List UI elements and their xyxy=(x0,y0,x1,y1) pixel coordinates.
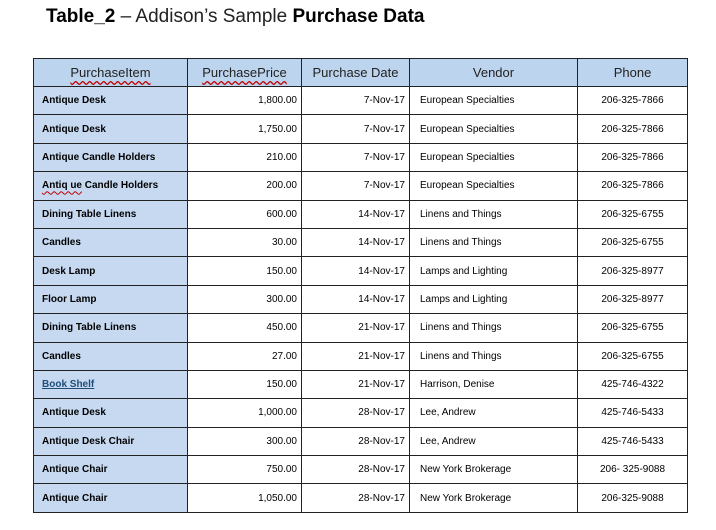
cell-vendor[interactable]: Lamps and Lighting xyxy=(410,285,578,313)
cell-price[interactable]: 750.00 xyxy=(188,456,302,484)
cell-vendor[interactable]: Linens and Things xyxy=(410,314,578,342)
cell-phone[interactable]: 206-325-6755 xyxy=(578,200,688,228)
cell-item[interactable]: Antique Chair xyxy=(34,456,188,484)
header-purchase-price[interactable]: PurchasePrice xyxy=(188,59,302,87)
cell-price[interactable]: 1,800.00 xyxy=(188,87,302,115)
cell-item[interactable]: Antique Candle Holders xyxy=(34,143,188,171)
cell-item[interactable]: Antique Desk xyxy=(34,399,188,427)
table-header-row xyxy=(34,59,688,87)
table-row xyxy=(34,399,688,427)
cell-phone[interactable]: 206-325-7866 xyxy=(578,115,688,143)
cell-date[interactable]: 7-Nov-17 xyxy=(302,115,410,143)
cell-price[interactable]: 600.00 xyxy=(188,200,302,228)
cell-item[interactable]: Floor Lamp xyxy=(34,285,188,313)
cell-vendor[interactable]: Lee, Andrew xyxy=(410,399,578,427)
cell-phone[interactable]: 206-325-6755 xyxy=(578,342,688,370)
table-row xyxy=(34,370,688,398)
cell-date[interactable]: 14-Nov-17 xyxy=(302,228,410,256)
title-middle-text: – Addison’s Sample xyxy=(115,6,293,27)
cell-date[interactable]: 21-Nov-17 xyxy=(302,370,410,398)
cell-phone[interactable]: 425-746-5433 xyxy=(578,427,688,455)
cell-vendor[interactable]: New York Brokerage xyxy=(410,484,578,512)
cell-phone[interactable]: 206-325-7866 xyxy=(578,143,688,171)
cell-item[interactable]: Dining Table Linens xyxy=(34,314,188,342)
cell-date[interactable]: 28-Nov-17 xyxy=(302,456,410,484)
table-row xyxy=(34,456,688,484)
title-table-number: Table_2 xyxy=(46,6,116,27)
header-purchase-date[interactable]: Purchase Date xyxy=(302,59,410,87)
cell-phone[interactable]: 206-325-7866 xyxy=(578,87,688,115)
cell-phone[interactable]: 206-325-6755 xyxy=(578,228,688,256)
table-row xyxy=(34,484,688,512)
cell-phone[interactable]: 206-325-6755 xyxy=(578,314,688,342)
cell-date[interactable]: 28-Nov-17 xyxy=(302,427,410,455)
cell-vendor[interactable]: Lee, Andrew xyxy=(410,427,578,455)
cell-vendor[interactable]: European Specialties xyxy=(410,172,578,200)
cell-phone[interactable]: 206-325-8977 xyxy=(578,285,688,313)
table-row xyxy=(34,228,688,256)
cell-price[interactable]: 450.00 xyxy=(188,314,302,342)
cell-price[interactable]: 150.00 xyxy=(188,257,302,285)
cell-vendor[interactable]: Lamps and Lighting xyxy=(410,257,578,285)
title-emphasis: Purchase Data xyxy=(292,6,425,27)
cell-phone[interactable]: 206-325-9088 xyxy=(578,484,688,512)
cell-item[interactable]: Candles xyxy=(34,342,188,370)
cell-vendor[interactable]: New York Brokerage xyxy=(410,456,578,484)
cell-vendor[interactable]: Linens and Things xyxy=(410,342,578,370)
cell-price[interactable]: 27.00 xyxy=(188,342,302,370)
cell-item[interactable]: Antique Desk Chair xyxy=(34,427,188,455)
cell-phone[interactable]: 206-325-8977 xyxy=(578,257,688,285)
cell-date[interactable]: 14-Nov-17 xyxy=(302,285,410,313)
table-row xyxy=(34,342,688,370)
cell-date[interactable]: 21-Nov-17 xyxy=(302,342,410,370)
cell-item[interactable]: Antique Desk xyxy=(34,87,188,115)
cell-phone[interactable]: 425-746-4322 xyxy=(578,370,688,398)
cell-price[interactable]: 300.00 xyxy=(188,427,302,455)
book-shelf-link[interactable]: Book Shelf xyxy=(42,379,95,391)
cell-vendor[interactable]: European Specialties xyxy=(410,115,578,143)
table-row xyxy=(34,257,688,285)
cell-price[interactable]: 300.00 xyxy=(188,285,302,313)
table-row xyxy=(34,87,688,115)
table-row xyxy=(34,427,688,455)
header-purchase-item[interactable]: PurchaseItem xyxy=(34,59,188,87)
cell-item[interactable]: Antique Chair xyxy=(34,484,188,512)
cell-price[interactable]: 150.00 xyxy=(188,370,302,398)
cell-vendor[interactable]: European Specialties xyxy=(410,143,578,171)
purchase-data-table xyxy=(33,58,688,513)
cell-price[interactable]: 210.00 xyxy=(188,143,302,171)
cell-date[interactable]: 14-Nov-17 xyxy=(302,257,410,285)
cell-vendor[interactable]: Linens and Things xyxy=(410,200,578,228)
cell-date[interactable]: 7-Nov-17 xyxy=(302,87,410,115)
header-vendor[interactable]: Vendor xyxy=(410,59,578,87)
table-row xyxy=(34,285,688,313)
cell-price[interactable]: 1,050.00 xyxy=(188,484,302,512)
table-row xyxy=(34,200,688,228)
table-title xyxy=(46,6,424,28)
cell-item[interactable]: Desk Lamp xyxy=(34,257,188,285)
cell-vendor[interactable]: Harrison, Denise xyxy=(410,370,578,398)
cell-date[interactable]: 14-Nov-17 xyxy=(302,200,410,228)
misspelled-word: Antiq ue xyxy=(42,180,82,192)
cell-date[interactable]: 7-Nov-17 xyxy=(302,143,410,171)
cell-item[interactable]: Candles xyxy=(34,228,188,256)
cell-item[interactable]: Antique Desk xyxy=(34,115,188,143)
cell-item[interactable] xyxy=(34,370,188,398)
table-row xyxy=(34,143,688,171)
cell-phone[interactable]: 206- 325-9088 xyxy=(578,456,688,484)
cell-phone[interactable]: 206-325-7866 xyxy=(578,172,688,200)
cell-price[interactable]: 1,750.00 xyxy=(188,115,302,143)
cell-price[interactable]: 200.00 xyxy=(188,172,302,200)
cell-price[interactable]: 1,000.00 xyxy=(188,399,302,427)
cell-item[interactable]: Dining Table Linens xyxy=(34,200,188,228)
table-row xyxy=(34,115,688,143)
cell-item[interactable] xyxy=(34,172,188,200)
cell-date[interactable]: 7-Nov-17 xyxy=(302,172,410,200)
cell-date[interactable]: 28-Nov-17 xyxy=(302,484,410,512)
cell-price[interactable]: 30.00 xyxy=(188,228,302,256)
table-row xyxy=(34,314,688,342)
cell-date[interactable]: 28-Nov-17 xyxy=(302,399,410,427)
header-phone[interactable]: Phone xyxy=(578,59,688,87)
cell-vendor[interactable]: European Specialties xyxy=(410,87,578,115)
table-row xyxy=(34,172,688,200)
cell-phone[interactable]: 425-746-5433 xyxy=(578,399,688,427)
cell-date[interactable]: 21-Nov-17 xyxy=(302,314,410,342)
cell-vendor[interactable]: Linens and Things xyxy=(410,228,578,256)
cell-item-rest: Candle Holders xyxy=(82,180,159,192)
